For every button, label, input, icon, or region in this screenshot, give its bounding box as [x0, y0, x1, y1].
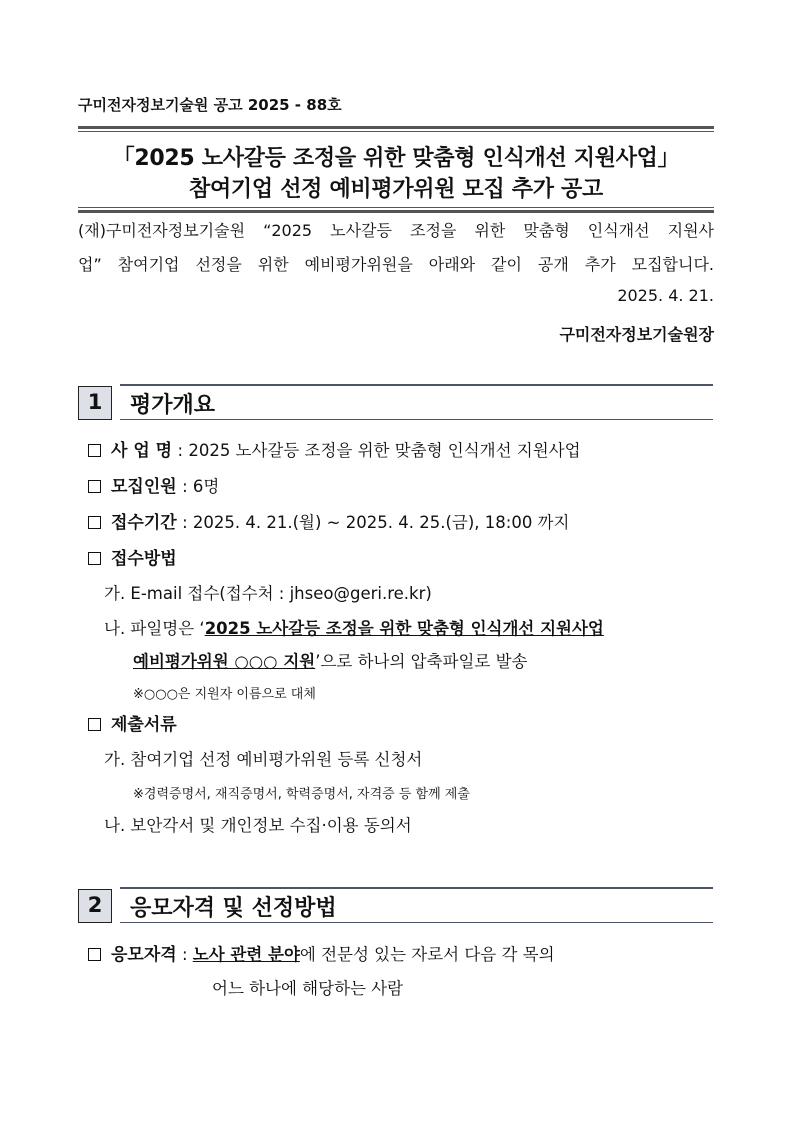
checkbox-icon: [88, 718, 101, 731]
section1-rule-top: [120, 384, 713, 386]
item-submission-docs: [88, 710, 177, 735]
item-recruit-count: [88, 472, 219, 497]
section2-number-box: 2: [78, 889, 112, 923]
method-filename-suffix: ’으로 하나의 압축파일로 발송: [315, 652, 528, 671]
item-qualification: [88, 940, 555, 965]
notice-date: 2025. 4. 21.: [617, 286, 714, 305]
section2-rule-top: [120, 887, 713, 889]
qual-rest: 에 전문성 있는 자로서 다음 각 목의: [299, 945, 555, 964]
page-title-line1: 「2025 노사갈등 조정을 위한 맞춤형 인식개선 지원사업」: [112, 146, 680, 171]
item-application-method: [88, 544, 177, 569]
qual-bold: 노사 관련 분야: [192, 945, 300, 964]
item-application-period: [88, 508, 569, 533]
title-rule-top-thin: [78, 131, 714, 132]
docs-application-form: 가. 참여기업 선정 예비평가위원 등록 신청서: [104, 750, 423, 769]
title-rule-top: [78, 126, 714, 129]
title-rule-bottom-thin: [78, 207, 714, 208]
item-value: : 2025 노사갈등 조정을 위한 맞춤형 인식개선 지원사업: [177, 441, 581, 460]
qual-colon: :: [176, 945, 193, 964]
item-key: 제출서류: [111, 715, 177, 735]
title-rule-bottom: [78, 210, 714, 213]
item-key: 사 업 명: [111, 441, 173, 461]
intro-line1: (재)구미전자정보기술원 “2025 노사갈등 조정을 위한 맞춤형 인식개선 지원사: [78, 221, 714, 240]
method-filename-bold2: 예비평가위원 ○○○ 지원: [133, 652, 316, 671]
item-value: : 2025. 4. 21.(월) ~ 2025. 4. 25.(금), 18:00 까지: [182, 513, 570, 532]
docs-security-consent: 나. 보안각서 및 개인정보 수집·이용 동의서: [104, 816, 412, 835]
method-note: ※○○○은 지원자 이름으로 대체: [133, 687, 316, 702]
section1-rule-bottom: [120, 419, 713, 420]
page-title-line2: 참여기업 선정 예비평가위원 모집 추가 공고: [189, 177, 603, 202]
item-key: 접수방법: [111, 549, 177, 569]
method-filename-prefix: 나. 파일명은 ‘: [104, 619, 205, 638]
docs-note: ※경력증명서, 재직증명서, 학력증명서, 자격증 등 함께 제출: [133, 787, 470, 802]
item-key: 모집인원: [111, 477, 177, 497]
item-value: : 6명: [182, 477, 220, 496]
section1-title: 평가개요: [130, 393, 216, 418]
checkbox-icon: [88, 480, 101, 493]
method-filename-bold1: 2025 노사갈등 조정을 위한 맞춤형 인식개선 지원사업: [204, 619, 604, 638]
checkbox-icon: [88, 516, 101, 529]
method-filename-line2: [133, 648, 527, 672]
item-project-name: [88, 436, 581, 461]
qual-line2: 어느 하나에 해당하는 사람: [212, 979, 404, 998]
intro-line2: 업” 참여기업 선정을 위한 예비평가위원을 아래와 같이 공개 추가 모집합니다.: [78, 255, 714, 274]
item-key: 접수기간: [111, 513, 177, 533]
section2-title: 응모자격 및 선정방법: [130, 896, 337, 921]
section2-rule-bottom: [120, 922, 713, 923]
checkbox-icon: [88, 444, 101, 457]
section1-number-box: 1: [78, 386, 112, 420]
checkbox-icon: [88, 948, 101, 961]
notice-number: 구미전자정보기술원 공고 2025 - 88호: [78, 96, 342, 114]
item-key: 응모자격: [111, 945, 177, 965]
checkbox-icon: [88, 552, 101, 565]
method-email: 가. E-mail 접수(접수처 : jhseo@geri.re.kr): [104, 584, 432, 603]
issuer-name: 구미전자정보기술원장: [559, 325, 714, 344]
method-filename-line1: [104, 615, 604, 639]
